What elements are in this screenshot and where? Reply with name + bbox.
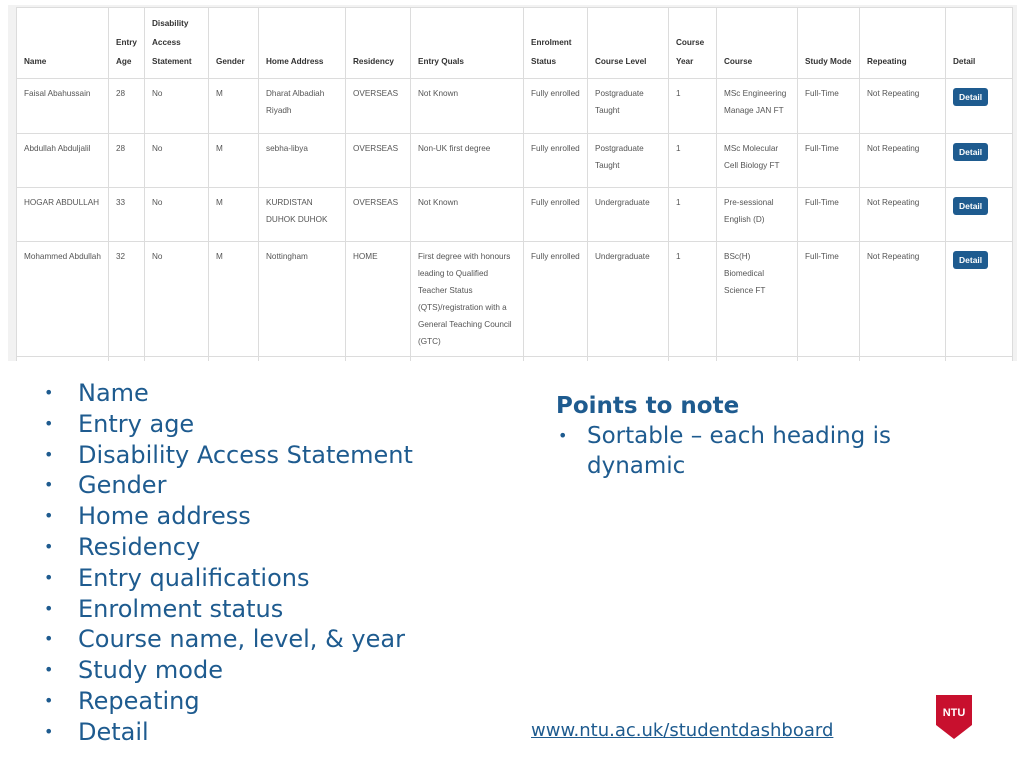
table-row xyxy=(17,134,1013,188)
cell-gender: M xyxy=(209,188,259,242)
column-header-course-level[interactable]: Course Level xyxy=(588,8,669,79)
detail-button[interactable]: Detail xyxy=(953,88,988,106)
cell-residency: OVERSEAS xyxy=(346,188,411,242)
cell-entry-age: 33 xyxy=(109,188,145,242)
cell-repeating: Not Repeating xyxy=(860,188,946,242)
column-header-course[interactable]: Course xyxy=(717,8,798,79)
list-item: • Entry age xyxy=(44,409,195,438)
list-item: • Detail xyxy=(44,717,149,746)
cell-entry-quals: Non-UK first degree xyxy=(411,134,524,188)
cell-repeating: Not Repeating xyxy=(860,134,946,188)
bullet-icon: • xyxy=(44,506,54,526)
cell-entry-quals: Not Known xyxy=(411,188,524,242)
cell-detail xyxy=(946,134,1013,188)
cell-course-year: 1 xyxy=(669,188,717,242)
points-to-note xyxy=(556,391,956,481)
cell-entry-age: 28 xyxy=(109,79,145,134)
cell-name: Abdullah Abduljalil xyxy=(17,134,109,188)
list-item: • Enrolment status xyxy=(44,594,284,623)
column-header-entry-quals[interactable]: Entry Quals xyxy=(411,8,524,79)
list-item: • Gender xyxy=(44,471,167,500)
cell-repeating: Not Repeating xyxy=(860,79,946,134)
bullet-icon: • xyxy=(558,426,568,445)
cell-repeating: Not Repeating xyxy=(860,242,946,357)
column-header-disability[interactable]: Disability Access Statement xyxy=(145,8,209,79)
student-dashboard-link[interactable]: www.ntu.ac.uk/studentdashboard xyxy=(531,720,834,741)
cell-course-year: 1 xyxy=(669,79,717,134)
table-row xyxy=(17,188,1013,242)
logo-text: NTU xyxy=(942,707,966,719)
cell-home-address: Nottingham xyxy=(259,242,346,357)
cell-course: MSc Molecular Cell Biology FT xyxy=(717,134,798,188)
cell-entry-age: 32 xyxy=(109,242,145,357)
bullet-icon: • xyxy=(44,690,54,710)
cell-home-address: sebha-libya xyxy=(259,134,346,188)
detail-button[interactable]: Detail xyxy=(953,197,988,215)
cell-name: Faisal Abahussain xyxy=(17,79,109,134)
bullet-icon: • xyxy=(44,567,54,587)
cell-course: MSc Engineering Manage JAN FT xyxy=(717,79,798,134)
ntu-logo xyxy=(936,695,972,739)
cell-disability: No xyxy=(145,134,209,188)
notes-heading: Points to note xyxy=(556,393,740,419)
bullet-icon: • xyxy=(44,629,54,649)
cell-study-mode: Full-Time xyxy=(798,188,860,242)
table-row xyxy=(17,242,1013,357)
cell-entry-quals: First degree with honours leading to Qualified Teacher Status (QTS)/registration with a General Teaching Council (GTC) xyxy=(411,242,524,357)
cell-name: Mohammed Abdullah xyxy=(17,242,109,357)
cell-entry-quals: Not Known xyxy=(411,79,524,134)
student-table xyxy=(16,7,1013,361)
cell-disability: No xyxy=(145,79,209,134)
cell-residency: HOME xyxy=(346,242,411,357)
list-item: • Study mode xyxy=(44,656,223,685)
cell-study-mode: Full-Time xyxy=(798,134,860,188)
cell-course-level: Undergraduate xyxy=(588,242,669,357)
cell-course: BSc(H) Biomedical Science FT xyxy=(717,242,798,357)
cell-study-mode: Full-Time xyxy=(798,242,860,357)
list-item: • Residency xyxy=(44,532,201,561)
column-header-gender[interactable]: Gender xyxy=(209,8,259,79)
column-header-study-mode[interactable]: Study Mode xyxy=(798,8,860,79)
cell-residency: OVERSEAS xyxy=(346,79,411,134)
column-header-repeating[interactable]: Repeating xyxy=(860,8,946,79)
column-header-residency[interactable]: Residency xyxy=(346,8,411,79)
cell-course-level: Postgraduate Taught xyxy=(588,79,669,134)
cell-course-level: Postgraduate Taught xyxy=(588,134,669,188)
cell-course: Pre-sessional English (D) xyxy=(717,188,798,242)
list-item: • Home address xyxy=(44,502,251,531)
table-row-partial xyxy=(17,357,1013,362)
bullet-icon: • xyxy=(44,444,54,464)
fields-list xyxy=(44,378,413,748)
column-header-name[interactable]: Name xyxy=(17,8,109,79)
cell-name: HOGAR ABDULLAH xyxy=(17,188,109,242)
cell-home-address: KURDISTAN DUHOK DUHOK xyxy=(259,188,346,242)
bullet-icon: • xyxy=(44,660,54,680)
table-header-row xyxy=(17,8,1013,79)
column-header-detail[interactable]: Detail xyxy=(946,8,1013,79)
table-row xyxy=(17,79,1013,134)
column-header-course-year[interactable]: Course Year xyxy=(669,8,717,79)
list-item: • Entry qualifications xyxy=(44,563,310,592)
student-table-screenshot xyxy=(8,5,1017,361)
cell-detail xyxy=(946,242,1013,357)
cell-enrolment-status: Fully enrolled xyxy=(524,242,588,357)
cell-gender: M xyxy=(209,134,259,188)
cell-home-address: Dharat Albadiah Riyadh xyxy=(259,79,346,134)
column-header-entry-age[interactable]: Entry Age xyxy=(109,8,145,79)
cell-course-level: Undergraduate xyxy=(588,188,669,242)
detail-button[interactable]: Detail xyxy=(953,251,988,269)
list-item: • Course name, level, & year xyxy=(44,625,405,654)
bullet-icon: • xyxy=(44,536,54,556)
cell-residency: OVERSEAS xyxy=(346,134,411,188)
list-item: • Disability Access Statement xyxy=(44,440,413,469)
cell-enrolment-status: Fully enrolled xyxy=(524,188,588,242)
cell-course-year: 1 xyxy=(669,242,717,357)
bullet-icon: • xyxy=(44,383,54,402)
cell-disability: No xyxy=(145,242,209,357)
bullet-icon: • xyxy=(44,475,54,495)
bullet-icon: • xyxy=(44,413,54,433)
cell-detail xyxy=(946,79,1013,134)
note-item: • Sortable – each heading is dynamic xyxy=(558,423,891,479)
column-header-home-address[interactable]: Home Address xyxy=(259,8,346,79)
cell-study-mode: Full-Time xyxy=(798,79,860,134)
cell-enrolment-status: Fully enrolled xyxy=(524,134,588,188)
cell-course-year: 1 xyxy=(669,134,717,188)
cell-gender: M xyxy=(209,79,259,134)
column-header-enrolment-status[interactable]: Enrolment Status xyxy=(524,8,588,79)
bullet-icon: • xyxy=(44,721,54,741)
cell-enrolment-status: Fully enrolled xyxy=(524,79,588,134)
cell-detail xyxy=(946,188,1013,242)
detail-button[interactable]: Detail xyxy=(953,143,988,161)
cell-disability: No xyxy=(145,188,209,242)
cell-gender: M xyxy=(209,242,259,357)
list-item: • Name xyxy=(44,379,149,407)
bullet-icon: • xyxy=(44,598,54,618)
cell-entry-age: 28 xyxy=(109,134,145,188)
list-item: • Repeating xyxy=(44,686,200,715)
